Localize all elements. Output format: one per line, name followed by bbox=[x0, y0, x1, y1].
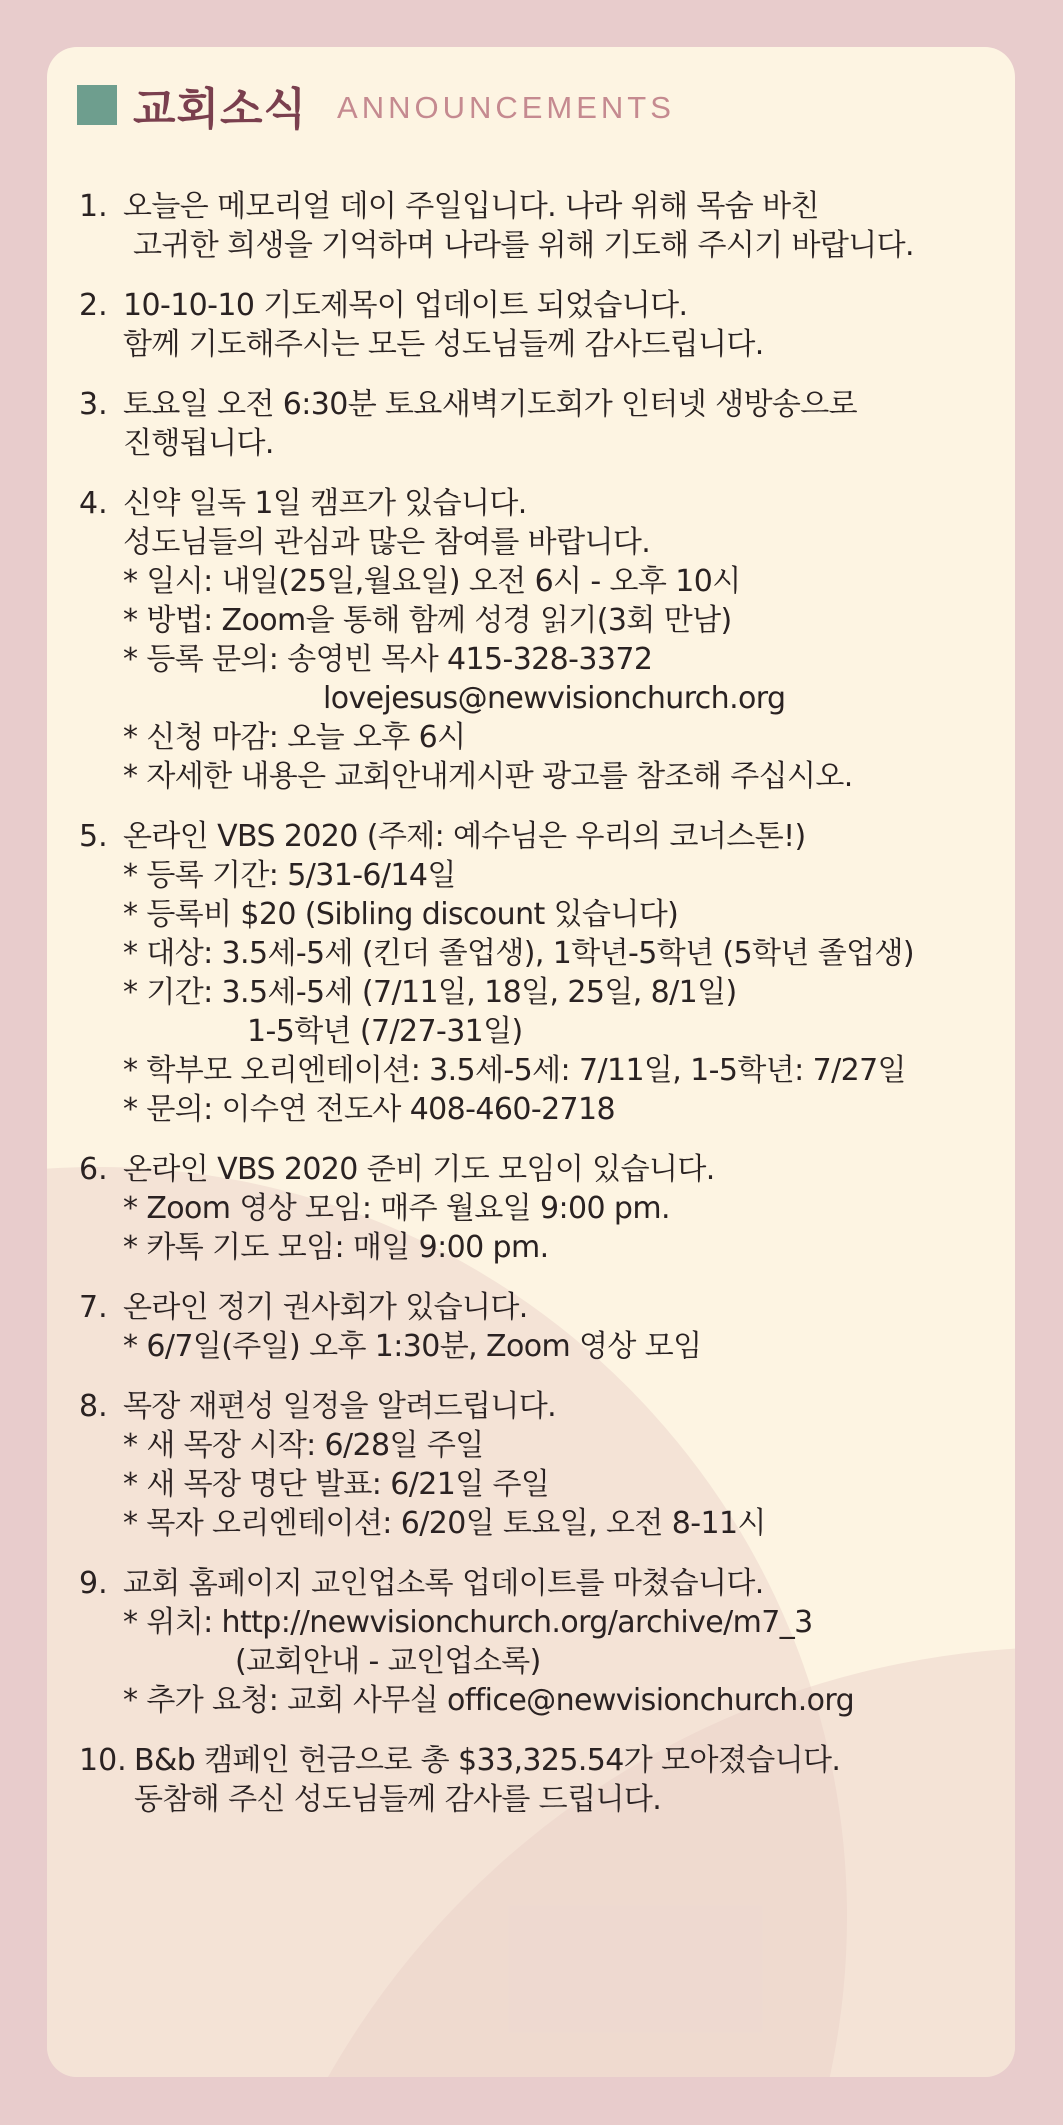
item-line: * 자세한 내용은 교회안내게시판 광고를 참조해 주십시오. bbox=[123, 759, 853, 794]
item-body bbox=[123, 286, 999, 364]
announcement-item-8 bbox=[79, 1387, 999, 1543]
item-body bbox=[123, 484, 999, 796]
item-line: * 방법: Zoom을 통해 함께 성경 읽기(3회 만남) bbox=[123, 603, 732, 638]
item-line: * 목자 오리엔테이션: 6/20일 토요일, 오전 8-11시 bbox=[123, 1506, 766, 1541]
item-line: * 신청 마감: 오늘 오후 6시 bbox=[123, 720, 466, 755]
item-line: 교회 홈페이지 교인업소록 업데이트를 마쳤습니다. bbox=[123, 1566, 764, 1601]
item-line: 고귀한 희생을 기억하며 나라를 위해 기도해 주시기 바랍니다. bbox=[133, 228, 914, 263]
item-line: (교회안내 - 교인업소록) bbox=[235, 1644, 541, 1679]
item-number: 5. bbox=[79, 819, 108, 854]
item-line: 신약 일독 1일 캠프가 있습니다. bbox=[123, 486, 527, 521]
item-body bbox=[123, 1150, 999, 1267]
announcement-item-1 bbox=[79, 187, 999, 265]
item-line: * Zoom 영상 모임: 매주 월요일 9:00 pm. bbox=[123, 1191, 670, 1226]
item-line: 온라인 VBS 2020 준비 기도 모임이 있습니다. bbox=[123, 1152, 715, 1187]
item-line: * 일시: 내일(25일,월요일) 오전 6시 - 오후 10시 bbox=[123, 564, 741, 599]
announcement-item-2 bbox=[79, 286, 999, 364]
item-body bbox=[123, 817, 999, 1129]
item-body bbox=[123, 1387, 999, 1543]
item-line: 10-10-10 기도제목이 업데이트 되었습니다. bbox=[123, 288, 688, 323]
item-line: 오늘은 메모리얼 데이 주일입니다. 나라 위해 목숨 바친 bbox=[123, 189, 819, 224]
item-line: * 카톡 기도 모임: 매일 9:00 pm. bbox=[123, 1230, 549, 1265]
item-line: 토요일 오전 6:30분 토요새벽기도회가 인터넷 생방송으로 bbox=[123, 387, 858, 422]
item-number: 6. bbox=[79, 1152, 108, 1187]
item-line: * 6/7일(주일) 오후 1:30분, Zoom 영상 모임 bbox=[123, 1329, 702, 1364]
item-number: 10. bbox=[79, 1743, 127, 1778]
item-body bbox=[123, 385, 999, 463]
item-number: 8. bbox=[79, 1389, 108, 1424]
item-body bbox=[123, 187, 999, 265]
item-line: * 학부모 오리엔테이션: 3.5세-5세: 7/11일, 1-5학년: 7/27일 bbox=[123, 1053, 906, 1088]
item-line: * 등록 문의: 송영빈 목사 415-328-3372 bbox=[123, 642, 653, 677]
announcement-item-3 bbox=[79, 385, 999, 463]
item-number: 9. bbox=[79, 1566, 108, 1601]
item-line: 목장 재편성 일정을 알려드립니다. bbox=[123, 1389, 557, 1424]
item-line-url: * 위치: http://newvisionchurch.org/archive/m7_3 bbox=[123, 1605, 813, 1640]
page-subtitle: ANNOUNCEMENTS bbox=[337, 90, 675, 125]
item-number: 4. bbox=[79, 486, 108, 521]
item-line: 함께 기도해주시는 모든 성도님들께 감사드립니다. bbox=[123, 327, 764, 362]
announcement-item-4 bbox=[79, 484, 999, 796]
page-title: 교회소식 bbox=[133, 84, 308, 135]
announcement-item-6 bbox=[79, 1150, 999, 1267]
item-number: 7. bbox=[79, 1290, 108, 1325]
item-body bbox=[123, 1288, 999, 1366]
item-line: 동참해 주신 성도님들께 감사를 드립니다. bbox=[134, 1782, 662, 1817]
item-line: 온라인 정기 권사회가 있습니다. bbox=[123, 1290, 528, 1325]
header bbox=[77, 65, 675, 145]
header-square-icon bbox=[77, 85, 117, 125]
item-line-email: * 추가 요청: 교회 사무실 office@newvisionchurch.org bbox=[123, 1683, 855, 1718]
item-line: B&b 캠페인 헌금으로 총 $33,325.54가 모아졌습니다. bbox=[134, 1743, 841, 1778]
item-number: 1. bbox=[79, 189, 108, 224]
item-line: * 등록 기간: 5/31-6/14일 bbox=[123, 858, 456, 893]
item-line: * 기간: 3.5세-5세 (7/11일, 18일, 25일, 8/1일) bbox=[123, 975, 737, 1010]
item-line: * 문의: 이수연 전도사 408-460-2718 bbox=[123, 1092, 616, 1127]
item-line-email: lovejesus@newvisionchurch.org bbox=[323, 681, 786, 716]
item-line: * 새 목장 시작: 6/28일 주일 bbox=[123, 1428, 484, 1463]
item-number: 3. bbox=[79, 387, 108, 422]
announcement-item-7 bbox=[79, 1288, 999, 1366]
item-line: * 대상: 3.5세-5세 (킨더 졸업생), 1학년-5학년 (5학년 졸업생) bbox=[123, 936, 914, 971]
item-line: * 새 목장 명단 발표: 6/21일 주일 bbox=[123, 1467, 550, 1502]
announcement-list bbox=[79, 187, 999, 1840]
item-body bbox=[134, 1741, 999, 1819]
item-line: 온라인 VBS 2020 (주제: 예수님은 우리의 코너스톤!) bbox=[123, 819, 806, 854]
announcement-card bbox=[47, 47, 1015, 2077]
item-line: 1-5학년 (7/27-31일) bbox=[247, 1014, 523, 1049]
announcement-item-10 bbox=[79, 1741, 999, 1819]
announcement-item-9 bbox=[79, 1564, 999, 1720]
item-number: 2. bbox=[79, 288, 108, 323]
item-line: 진행됩니다. bbox=[123, 426, 274, 461]
item-line: * 등록비 $20 (Sibling discount 있습니다) bbox=[123, 897, 679, 932]
item-line: 성도님들의 관심과 많은 참여를 바랍니다. bbox=[123, 525, 651, 560]
item-body bbox=[123, 1564, 999, 1720]
announcement-item-5 bbox=[79, 817, 999, 1129]
